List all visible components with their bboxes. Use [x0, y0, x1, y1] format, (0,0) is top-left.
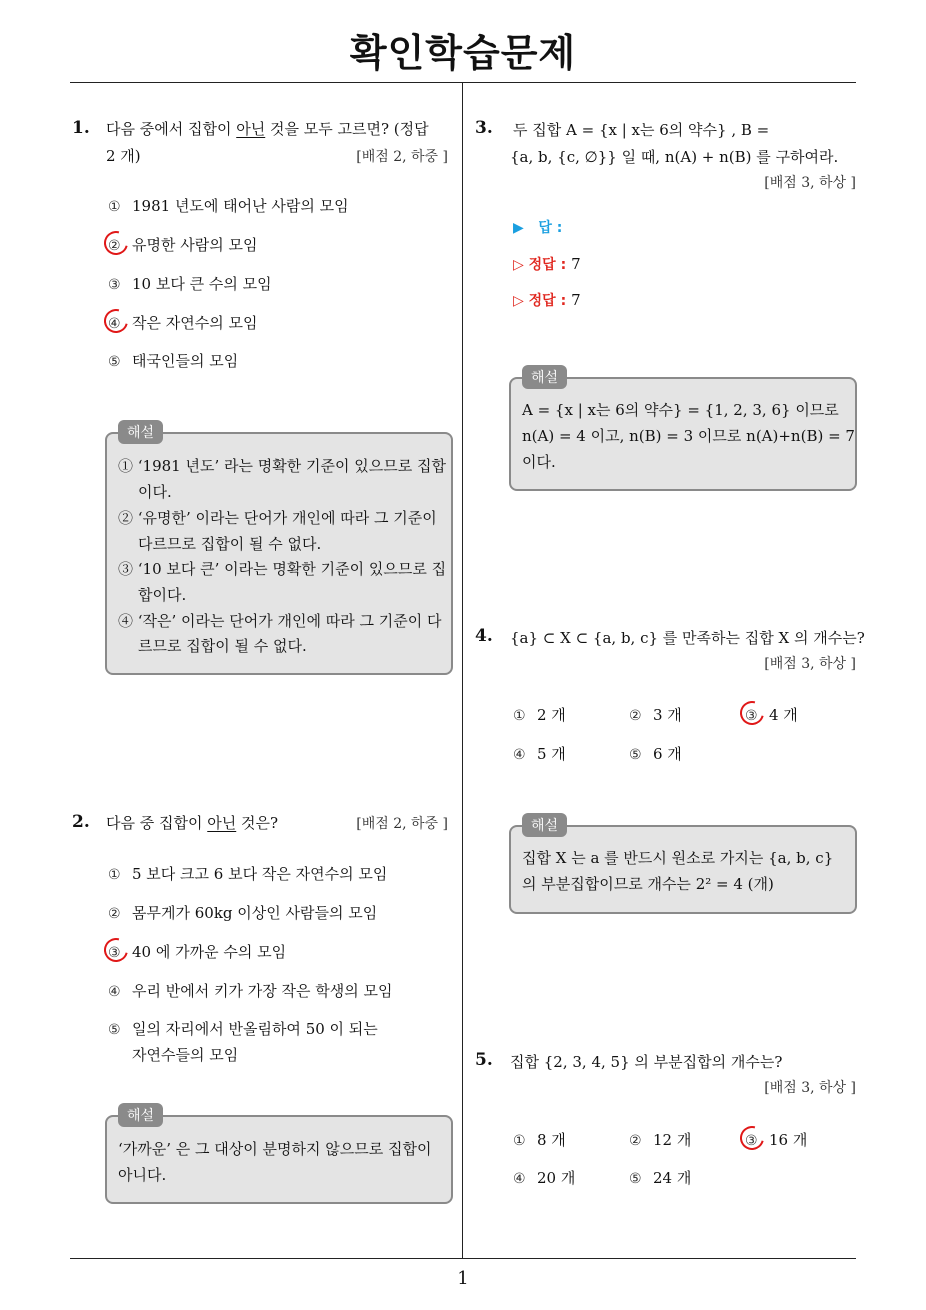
column-divider — [462, 82, 463, 1258]
q3-solution-tag: 해설 — [522, 365, 567, 389]
q1-solution-line: ④ ‘작은’ 이라는 단어가 개인에 따라 그 기준이 다 — [118, 612, 442, 630]
q1-solution-line: ③ ‘10 보다 큰’ 이라는 명확한 기준이 있으므로 집 — [118, 560, 447, 578]
q4-solution-box — [509, 825, 857, 914]
q5-option-5[interactable]: ⑤ 24 개 — [629, 1169, 692, 1187]
q2-option-1[interactable]: ① 5 보다 크고 6 보다 작은 자연수의 모임 — [108, 865, 388, 883]
q4-option-1[interactable]: ① 2 개 — [513, 706, 566, 724]
q2-option-3[interactable]: ③ 40 에 가까운 수의 모임 — [108, 943, 287, 961]
q2-solution-line: 아니다. — [118, 1166, 167, 1184]
q4-solution-line: 집합 X 는 a 를 반드시 원소로 가지는 {a, b, c} — [522, 849, 834, 867]
q2-option-2[interactable]: ② 몸무게가 60kg 이상인 사람들의 모임 — [108, 904, 378, 922]
q3-correct-2: ▷ 정답 : 7 — [513, 291, 581, 309]
q1-option-5[interactable]: ⑤ 태국인들의 모임 — [108, 352, 239, 370]
q4-solution-line: 의 부분집합이므로 개수는 2² = 4 (개) — [522, 875, 774, 893]
q5-meta: [배점 3, 하상 ] — [764, 1080, 856, 1096]
q2-option-4[interactable]: ④ 우리 반에서 키가 가장 작은 학생의 모임 — [108, 982, 393, 1000]
q3-answer-row: ▶ 답 : — [513, 220, 563, 236]
q3-stem-line1: 두 집합 A = {x | x는 6의 약수} , B = — [513, 121, 770, 139]
q1-solution-line: 르므로 집합이 될 수 없다. — [138, 637, 307, 655]
q3-solution-line: A = {x | x는 6의 약수} = {1, 2, 3, 6} 이므로 — [522, 401, 839, 419]
triangle-outline-icon: ▷ — [513, 257, 524, 273]
q1-number: 1. — [72, 118, 90, 138]
q2-solution-line: ‘가까운’ 은 그 대상이 분명하지 않으므로 집합이 — [118, 1140, 432, 1158]
q2-solution-tag: 해설 — [118, 1103, 163, 1127]
q2-number: 2. — [72, 812, 90, 832]
q3-solution-line: n(A) = 4 이고, n(B) = 3 이므로 n(A)+n(B) = 7 — [522, 427, 855, 445]
q1-solution-line: ① ‘1981 년도’ 라는 명확한 기준이 있으므로 집합 — [118, 457, 446, 475]
q4-option-4[interactable]: ④ 5 개 — [513, 745, 566, 763]
q1-stem-line2: 2 개) — [106, 147, 141, 165]
play-icon: ▶ — [513, 220, 524, 236]
top-rule — [70, 82, 856, 83]
q4-option-2[interactable]: ② 3 개 — [629, 706, 682, 724]
q3-stem-line2: {a, b, {c, ∅}} 일 때, n(A) + n(B) 를 구하여라. — [510, 148, 839, 166]
q5-number: 5. — [475, 1050, 493, 1070]
q2-option-5[interactable]: ⑤ 일의 자리에서 반올림하여 50 이 되는 — [108, 1020, 378, 1038]
q3-solution-line: 이다. — [522, 453, 556, 471]
q1-solution-line: 합이다. — [138, 586, 187, 604]
q1-stem-line1: 다음 중에서 집합이 아닌 것을 모두 고르면? (정답 — [106, 120, 429, 138]
q1-option-1[interactable]: ① 1981 년도에 태어난 사람의 모임 — [108, 197, 349, 215]
triangle-outline-icon: ▷ — [513, 293, 524, 309]
q1-meta: [배점 2, 하중 ] — [356, 149, 448, 165]
q5-option-2[interactable]: ② 12 개 — [629, 1131, 692, 1149]
q3-correct-1: ▷ 정답 : 7 — [513, 255, 581, 273]
q1-option-2[interactable]: ② 유명한 사람의 모임 — [108, 236, 258, 254]
q1-solution-line: 이다. — [138, 483, 172, 501]
page-title: 확인학습문제 — [349, 31, 577, 75]
q1-solution-line: 다르므로 집합이 될 수 없다. — [138, 535, 322, 553]
q4-meta: [배점 3, 하상 ] — [764, 656, 856, 672]
q5-option-4[interactable]: ④ 20 개 — [513, 1169, 576, 1187]
q1-solution-line: ② ‘유명한’ 이라는 단어가 개인에 따라 그 기준이 — [118, 509, 437, 527]
q2-solution-box — [105, 1115, 453, 1204]
q1-underline: 아닌 — [236, 120, 266, 138]
q5-stem-line1: 집합 {2, 3, 4, 5} 의 부분집합의 개수는? — [510, 1053, 783, 1071]
q1-solution-tag: 해설 — [118, 420, 163, 444]
q4-number: 4. — [475, 626, 493, 646]
q1-option-3[interactable]: ③ 10 보다 큰 수의 모임 — [108, 275, 272, 293]
q4-option-3[interactable]: ③ 4 개 — [745, 706, 798, 724]
q3-number: 3. — [475, 118, 493, 138]
q2-stem-line1: 다음 중 집합이 아닌 것은? — [106, 814, 279, 832]
q2-underline: 아닌 — [207, 814, 237, 832]
q3-meta: [배점 3, 하상 ] — [764, 175, 856, 191]
q2-option-5-line2: 자연수들의 모임 — [132, 1046, 239, 1064]
q4-stem-line1: {a} ⊂ X ⊂ {a, b, c} 를 만족하는 집합 X 의 개수는? — [510, 629, 865, 647]
q5-option-3[interactable]: ③ 16 개 — [745, 1131, 808, 1149]
q2-meta: [배점 2, 하중 ] — [356, 816, 448, 832]
bottom-rule — [70, 1258, 856, 1259]
q4-option-5[interactable]: ⑤ 6 개 — [629, 745, 682, 763]
q4-solution-tag: 해설 — [522, 813, 567, 837]
q5-option-1[interactable]: ① 8 개 — [513, 1131, 566, 1149]
q1-option-4[interactable]: ④ 작은 자연수의 모임 — [108, 314, 258, 332]
page-number: 1 — [457, 1268, 469, 1289]
